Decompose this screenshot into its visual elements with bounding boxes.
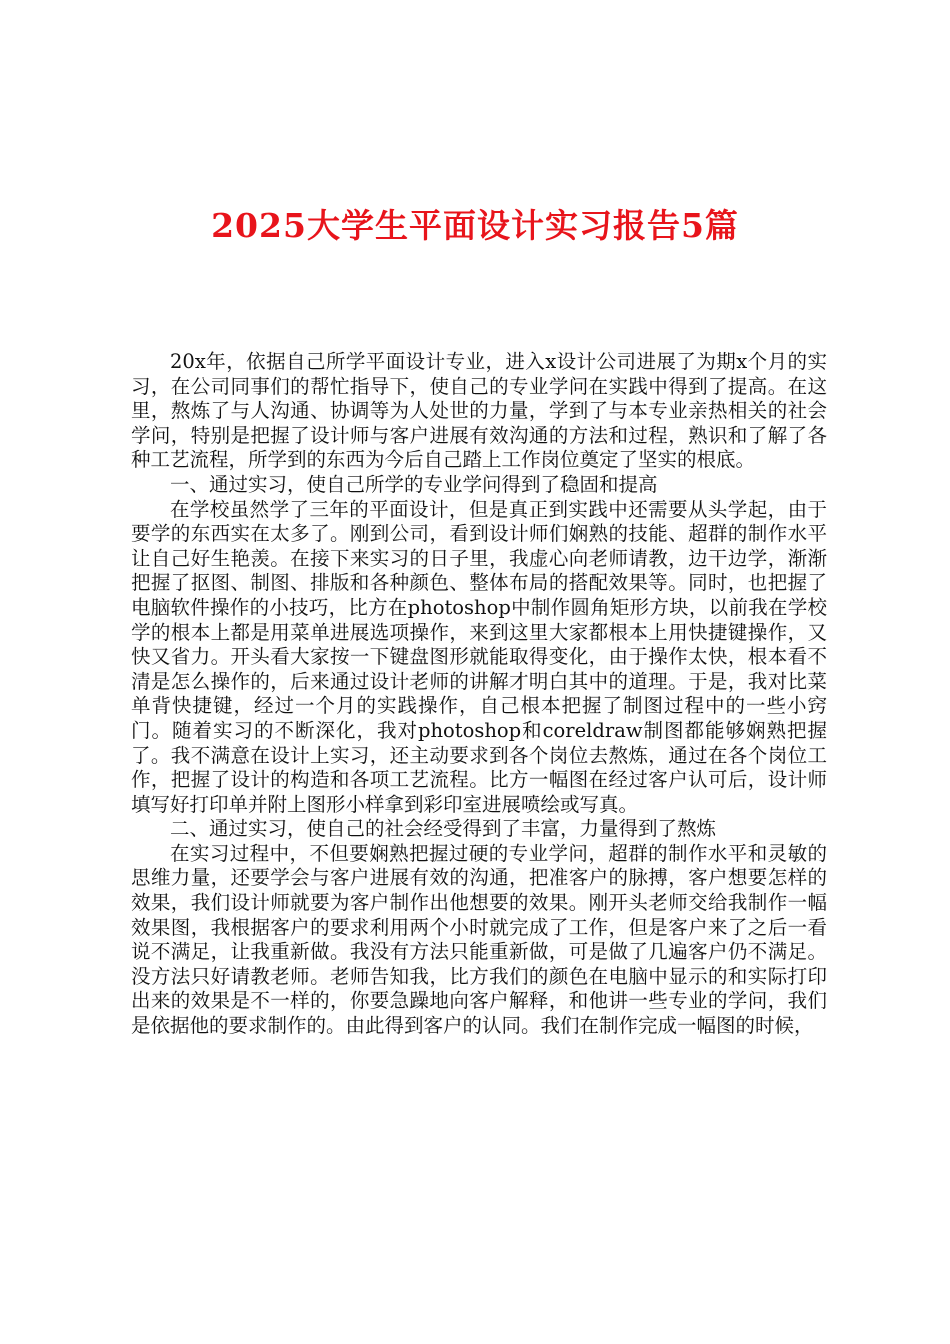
document-body: [131, 350, 827, 1039]
section-2-paragraph: 在实习过程中，不但要娴熟把握过硬的专业学问，超群的制作水平和灵敏的思维力量，还要学会与客户进展有效的沟通，把准客户的脉搏，客户想要怎样的效果，我们设计师就要为客户制作出他想要的效果。刚开头老师交给我制作一幅效果图，我根据客户的要求利用两个小时就完成了工作，但是客户来了之后一看说不满足，让我重新做。我没有方法只能重新做，可是做了几遍客户仍不满足。没方法只好请教老师。老师告知我，比方我们的颜色在电脑中显示的和实际打印出来的效果是不一样的，你要急躁地向客户解释，和他讲一些专业的学问，我们是依据他的要求制作的。由此得到客户的认同。我们在制作完成一幅图的时候，: [131, 841, 827, 1038]
section-1-paragraph: 在学校虽然学了三年的平面设计，但是真正到实践中还需要从头学起，由于要学的东西实在太多了。刚到公司，看到设计师们娴熟的技能、超群的制作水平让自己好生艳羡。在接下来实习的日子里，我虚心向老师请教，边干边学，渐渐把握了抠图、制图、排版和各种颜色、整体布局的搭配效果等。同时，也把握了电脑软件操作的小技巧，比方在photoshop中制作圆角矩形方块，以前我在学校学的根本上都是用菜单进展选项操作，来到这里大家都根本上用快捷键操作，又快又省力。开头看大家按一下键盘图形就能取得变化，由于操作太快，根本看不清是怎么操作的，后来通过设计老师的讲解才明白其中的道理。于是，我对比菜单背快捷键，经过一个月的实践操作，自己根本把握了制图过程中的一些小窍门。随着实习的不断深化，我对photoshop和coreldraw制图都能够娴熟把握了。我不满意在设计上实习，还主动要求到各个岗位去熬炼，通过在各个岗位工作，把握了设计的构造和各项工艺流程。比方一幅图在经过客户认可后，设计师填写好打印单并附上图形小样拿到彩印室进展喷绘或写真。: [131, 497, 827, 816]
document-title: 2025大学生平面设计实习报告5篇: [211, 206, 739, 245]
section-heading-1: 一、通过实习，使自己所学的专业学问得到了稳固和提高: [170, 472, 658, 496]
section-heading-2: 二、通过实习，使自己的社会经受得到了丰富，力量得到了熬炼: [170, 817, 717, 841]
intro-paragraph: 20x年，依据自己所学平面设计专业，进入x设计公司进展了为期x个月的实习，在公司同事们的帮忙指导下，使自己的专业学问在实践中得到了提高。在这里，熬炼了与人沟通、协调等为人处世的力量，学到了与本专业亲热相关的社会学问，特别是把握了设计师与客户进展有效沟通的方法和过程，熟识和了解了各种工艺流程，所学到的东西为今后自己踏上工作岗位奠定了坚实的根底。: [131, 350, 827, 472]
